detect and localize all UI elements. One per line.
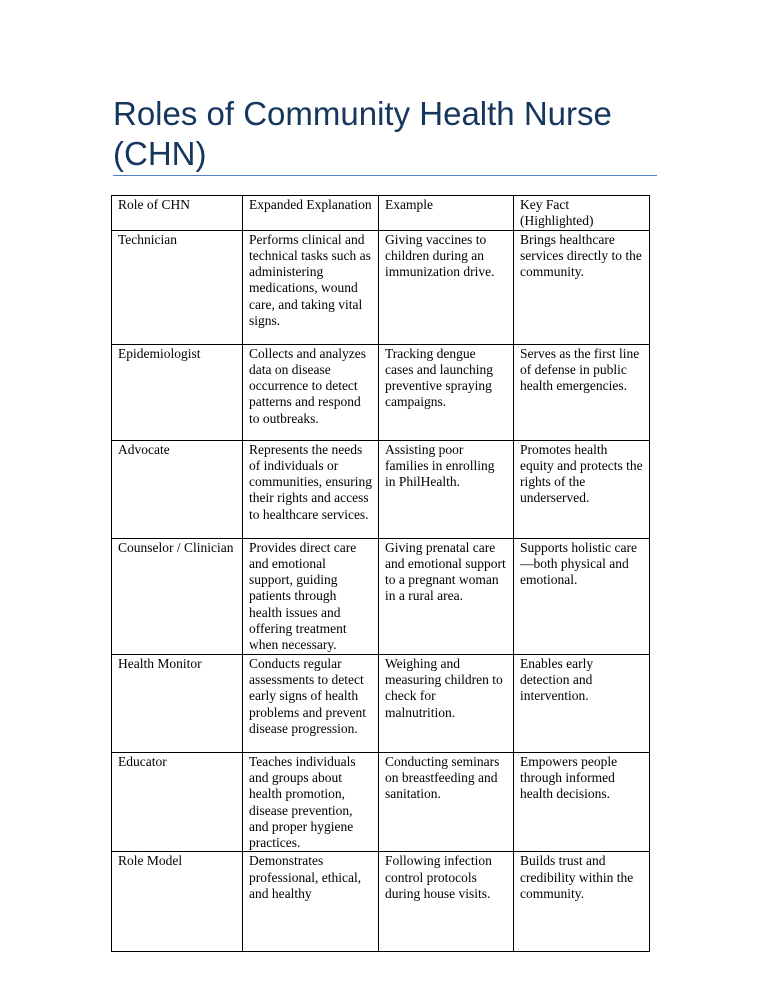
table-row bbox=[112, 230, 650, 344]
header-cell: Key Fact (Highlighted) bbox=[514, 196, 650, 231]
role-cell: Advocate bbox=[112, 440, 243, 538]
table-row bbox=[112, 344, 650, 440]
key-fact-cell: Serves as the first line of defense in public health emergencies. bbox=[514, 344, 650, 440]
explanation-cell: Demonstrates professional, ethical, and healthy bbox=[243, 852, 379, 952]
explanation-cell: Represents the needs of individuals or communities, ensuring their rights and access to healthcare services. bbox=[243, 440, 379, 538]
role-cell: Role Model bbox=[112, 852, 243, 952]
role-cell: Epidemiologist bbox=[112, 344, 243, 440]
title-underline bbox=[113, 175, 657, 176]
explanation-cell: Conducts regular assessments to detect early signs of health problems and prevent disease progression. bbox=[243, 654, 379, 752]
header-cell: Expanded Explanation bbox=[243, 196, 379, 231]
page-title: Roles of Community Health Nurse (CHN) bbox=[113, 95, 612, 172]
roles-table bbox=[111, 195, 650, 952]
explanation-cell: Teaches individuals and groups about health promotion, disease prevention, and proper hygiene practices. bbox=[243, 752, 379, 852]
explanation-cell: Provides direct care and emotional support, guiding patients through health issues and offering treatment when necessary. bbox=[243, 538, 379, 654]
explanation-cell: Collects and analyzes data on disease occurrence to detect patterns and respond to outbreaks. bbox=[243, 344, 379, 440]
role-cell: Technician bbox=[112, 230, 243, 344]
key-fact-cell: Supports holistic care—both physical and emotional. bbox=[514, 538, 650, 654]
example-cell: Conducting seminars on breastfeeding and sanitation. bbox=[379, 752, 514, 852]
key-fact-cell: Brings healthcare services directly to the community. bbox=[514, 230, 650, 344]
key-fact-cell: Builds trust and credibility within the community. bbox=[514, 852, 650, 952]
header-cell: Example bbox=[379, 196, 514, 231]
explanation-cell: Performs clinical and technical tasks such as administering medications, wound care, and taking vital signs. bbox=[243, 230, 379, 344]
role-cell: Educator bbox=[112, 752, 243, 852]
key-fact-cell: Promotes health equity and protects the rights of the underserved. bbox=[514, 440, 650, 538]
role-cell: Counselor / Clinician bbox=[112, 538, 243, 654]
table-header-row bbox=[112, 196, 650, 231]
role-cell: Health Monitor bbox=[112, 654, 243, 752]
table-row bbox=[112, 752, 650, 852]
table-row bbox=[112, 654, 650, 752]
example-cell: Assisting poor families in enrolling in PhilHealth. bbox=[379, 440, 514, 538]
table-row bbox=[112, 852, 650, 952]
key-fact-cell: Empowers people through informed health decisions. bbox=[514, 752, 650, 852]
table-row bbox=[112, 538, 650, 654]
example-cell: Weighing and measuring children to check for malnutrition. bbox=[379, 654, 514, 752]
example-cell: Giving prenatal care and emotional support to a pregnant woman in a rural area. bbox=[379, 538, 514, 654]
key-fact-cell: Enables early detection and intervention. bbox=[514, 654, 650, 752]
example-cell: Giving vaccines to children during an immunization drive. bbox=[379, 230, 514, 344]
header-cell: Role of CHN bbox=[112, 196, 243, 231]
example-cell: Tracking dengue cases and launching preventive spraying campaigns. bbox=[379, 344, 514, 440]
table-row bbox=[112, 440, 650, 538]
example-cell: Following infection control protocols during house visits. bbox=[379, 852, 514, 952]
